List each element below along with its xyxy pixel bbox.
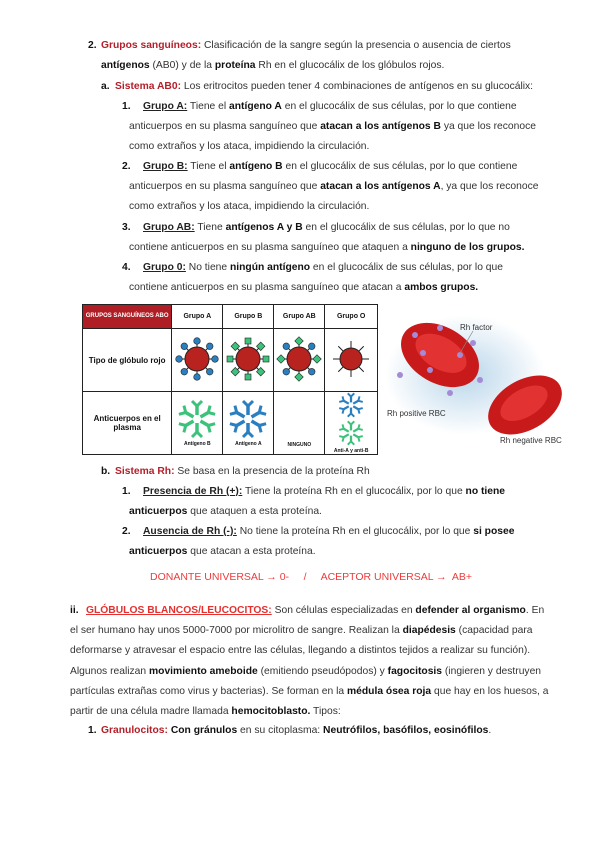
body-text: en el glucocálix de sus células, por lo que contiene anticuerpos en su plasma sanguíneo que xyxy=(129,101,517,133)
paragraph-grupo-0 xyxy=(129,258,539,298)
body-text: que atacan a esta proteína. xyxy=(187,546,316,558)
rbc-a-icon xyxy=(172,329,223,392)
emphasis-text: Grupos sanguíneos: xyxy=(101,40,202,51)
body-text: Tiene xyxy=(194,222,226,233)
rh-factor-label: Rh factor xyxy=(460,323,493,332)
list-marker: 2. xyxy=(88,40,97,51)
antibody-icon xyxy=(228,434,268,441)
emphasis-text: fagocitosis xyxy=(387,665,443,677)
body-text: en el glucocálix de sus células, por lo que no contiene anticuerpos en su plasma sanguíneo que ataquen a xyxy=(129,222,510,254)
body-text: No tiene xyxy=(185,262,230,273)
body-text: que hay en los huesos, a partir de una célula madre llamada xyxy=(70,685,549,718)
rh-negative-label: Rh negative RBC xyxy=(500,436,562,445)
emphasis-text: Granulocitos: xyxy=(101,725,168,736)
antibody-label: Antígeno B xyxy=(183,441,211,447)
emphasis-text: diapédesis xyxy=(402,625,456,637)
row-label-antibodies: Anticuerpos en el plasma xyxy=(83,392,172,455)
body-text: . xyxy=(488,725,492,736)
body-text: , ya que los reconoce como extraños y los ataca, impidiendo la circulación. xyxy=(129,181,539,213)
antibody-cell-ab xyxy=(274,392,325,455)
paragraph-sistema-ab0 xyxy=(115,77,575,97)
emphasis-text: Grupo B: xyxy=(143,161,188,172)
paragraph-rh-positivo xyxy=(129,482,539,522)
table-corner: GRUPOS SANGUÍNEOS ABO xyxy=(83,305,172,329)
emphasis-text: antígeno B xyxy=(229,161,283,172)
list-marker: b. xyxy=(101,466,111,477)
row-label-rbc: Tipo de glóbulo rojo xyxy=(83,329,172,392)
paragraph-rh-negativo xyxy=(129,522,539,562)
list-marker: 1. xyxy=(122,486,131,497)
list-marker: 3. xyxy=(122,222,131,233)
antibody-cell-o xyxy=(325,392,378,455)
list-marker: 2. xyxy=(122,161,131,172)
header-grupo-ab: Grupo AB xyxy=(274,305,325,329)
emphasis-text: antígenos A y B xyxy=(225,222,303,233)
body-text: Tiene la proteína Rh en el glucocálix, por lo que xyxy=(242,486,466,497)
body-text: No tiene la proteína Rh en el glucocálix, por lo que xyxy=(236,526,474,537)
antibody-label: Antígeno A xyxy=(235,441,262,447)
list-marker: ii. xyxy=(70,605,79,616)
emphasis-text: si posee anticuerpos xyxy=(129,526,515,558)
emphasis-text: Sistema AB0: xyxy=(115,81,181,92)
emphasis-text: Grupo A: xyxy=(143,101,188,112)
emphasis-text: ambos grupos. xyxy=(404,282,479,294)
emphasis-text: médula ósea roja xyxy=(347,685,432,697)
antibody-icon xyxy=(177,434,217,441)
emphasis-text: hemocitoblasto. xyxy=(231,706,311,718)
rbc-b-icon xyxy=(223,329,274,392)
emphasis-text: ninguno de los grupos. xyxy=(410,242,525,254)
body-text: que ataquen a esta proteína. xyxy=(187,506,322,518)
emphasis-text: Grupo AB: xyxy=(143,222,195,233)
emphasis-text: GLÓBULOS BLANCOS/LEUCOCITOS: xyxy=(86,605,272,616)
body-text: (emitiendo pseudópodos) y xyxy=(257,665,388,677)
list-marker: 2. xyxy=(122,526,131,537)
emphasis-text: Con gránulos xyxy=(170,725,238,736)
list-marker: a. xyxy=(101,81,110,92)
universal-donor-acceptor-note: DONANTE UNIVERSAL → 0- / ACEPTOR UNIVERSAL → AB+ xyxy=(150,571,472,583)
emphasis-text: antígeno A xyxy=(229,101,282,112)
antibody-label: NINGUNO xyxy=(287,442,312,448)
body-text: Tiene el xyxy=(187,101,230,112)
body-text: Los eritrocitos pueden tener 4 combinaciones de antígenos en su glucocálix: xyxy=(181,81,534,92)
emphasis-text: Presencia de Rh (+): xyxy=(143,486,243,497)
emphasis-text: atacan a los antígenos B xyxy=(320,121,441,133)
body-text: (capacidad para deformarse y atravesar el espacio entre las células, llegando a distintos tejidos a realizar su función). Algunos realizan xyxy=(70,625,533,677)
paragraph-grupo-ab xyxy=(129,218,539,258)
body-text: Son células especializadas en xyxy=(271,605,416,616)
body-text: ya que los reconoce como extraños y los ataca, impidiendo la circulación. xyxy=(129,121,536,153)
body-text: . En el ser humano hay unos 5000-7000 por microlitro de sangre. Realizan la xyxy=(70,605,545,637)
rh-positive-label: Rh positive RBC xyxy=(387,409,446,418)
paragraph-grupo-a xyxy=(129,97,539,158)
body-text: Tiene el xyxy=(187,161,230,172)
body-text: Clasificación de la sangre según la presencia o ausencia de ciertos xyxy=(201,40,511,51)
list-marker: 4. xyxy=(122,262,131,273)
emphasis-text: atacan a los antígenos A xyxy=(320,181,441,193)
emphasis-text: movimiento ameboide xyxy=(149,665,258,677)
paragraph-granulocitos xyxy=(101,721,561,741)
paragraph-grupos xyxy=(101,36,559,76)
body-text: Rh en el glucocálix de los glóbulos rojos. xyxy=(255,60,445,72)
emphasis-text: antígenos xyxy=(101,60,150,72)
body-text: en el glucocálix de sus células, por lo que contiene anticuerpos en su plasma sanguíneo que xyxy=(129,161,518,193)
emphasis-text: no tiene anticuerpos xyxy=(129,486,506,518)
body-text: Tipos: xyxy=(310,706,341,718)
emphasis-text: defender al organismo xyxy=(415,605,526,616)
paragraph-sistema-rh xyxy=(115,462,555,482)
antibody-cell-b xyxy=(223,392,274,455)
rbc-o-icon xyxy=(325,329,378,392)
antibody-cell-a xyxy=(172,392,223,455)
paragraph-grupo-b xyxy=(129,157,539,218)
body-text: (AB0) y de la xyxy=(149,60,215,72)
rh-factor-illustration xyxy=(385,305,575,453)
emphasis-text: Grupo 0: xyxy=(143,262,186,273)
emphasis-text: Sistema Rh: xyxy=(115,466,175,477)
paragraph-leucocitos xyxy=(70,601,550,722)
emphasis-text: proteína xyxy=(214,60,256,72)
body-text: Se basa en la presencia de la proteína Rh xyxy=(174,466,370,477)
blood-groups-table xyxy=(82,304,378,455)
list-marker: 1. xyxy=(122,101,131,112)
antibody-icon xyxy=(338,413,364,448)
body-text: (ingieren y destruyen partículas extrañas como virus y bacterias). Se forman en la xyxy=(70,665,542,697)
antibody-label: Anti-A y anti-B xyxy=(333,448,369,454)
emphasis-text: ningún antígeno xyxy=(229,262,311,273)
body-text: en su citoplasma: xyxy=(237,725,324,736)
rbc-ab-icon xyxy=(274,329,325,392)
emphasis-text: Neutrófilos, basófilos, eosinófilos xyxy=(323,725,489,736)
header-grupo-o: Grupo O xyxy=(325,305,378,329)
header-grupo-a: Grupo A xyxy=(172,305,223,329)
body-text: en el glucocálix de sus células, por lo que contiene anticuerpos en su plasma sanguíneo que atacan a xyxy=(129,262,503,294)
emphasis-text: Ausencia de Rh (-): xyxy=(143,526,237,537)
list-marker: 1. xyxy=(88,725,97,736)
header-grupo-b: Grupo B xyxy=(223,305,274,329)
